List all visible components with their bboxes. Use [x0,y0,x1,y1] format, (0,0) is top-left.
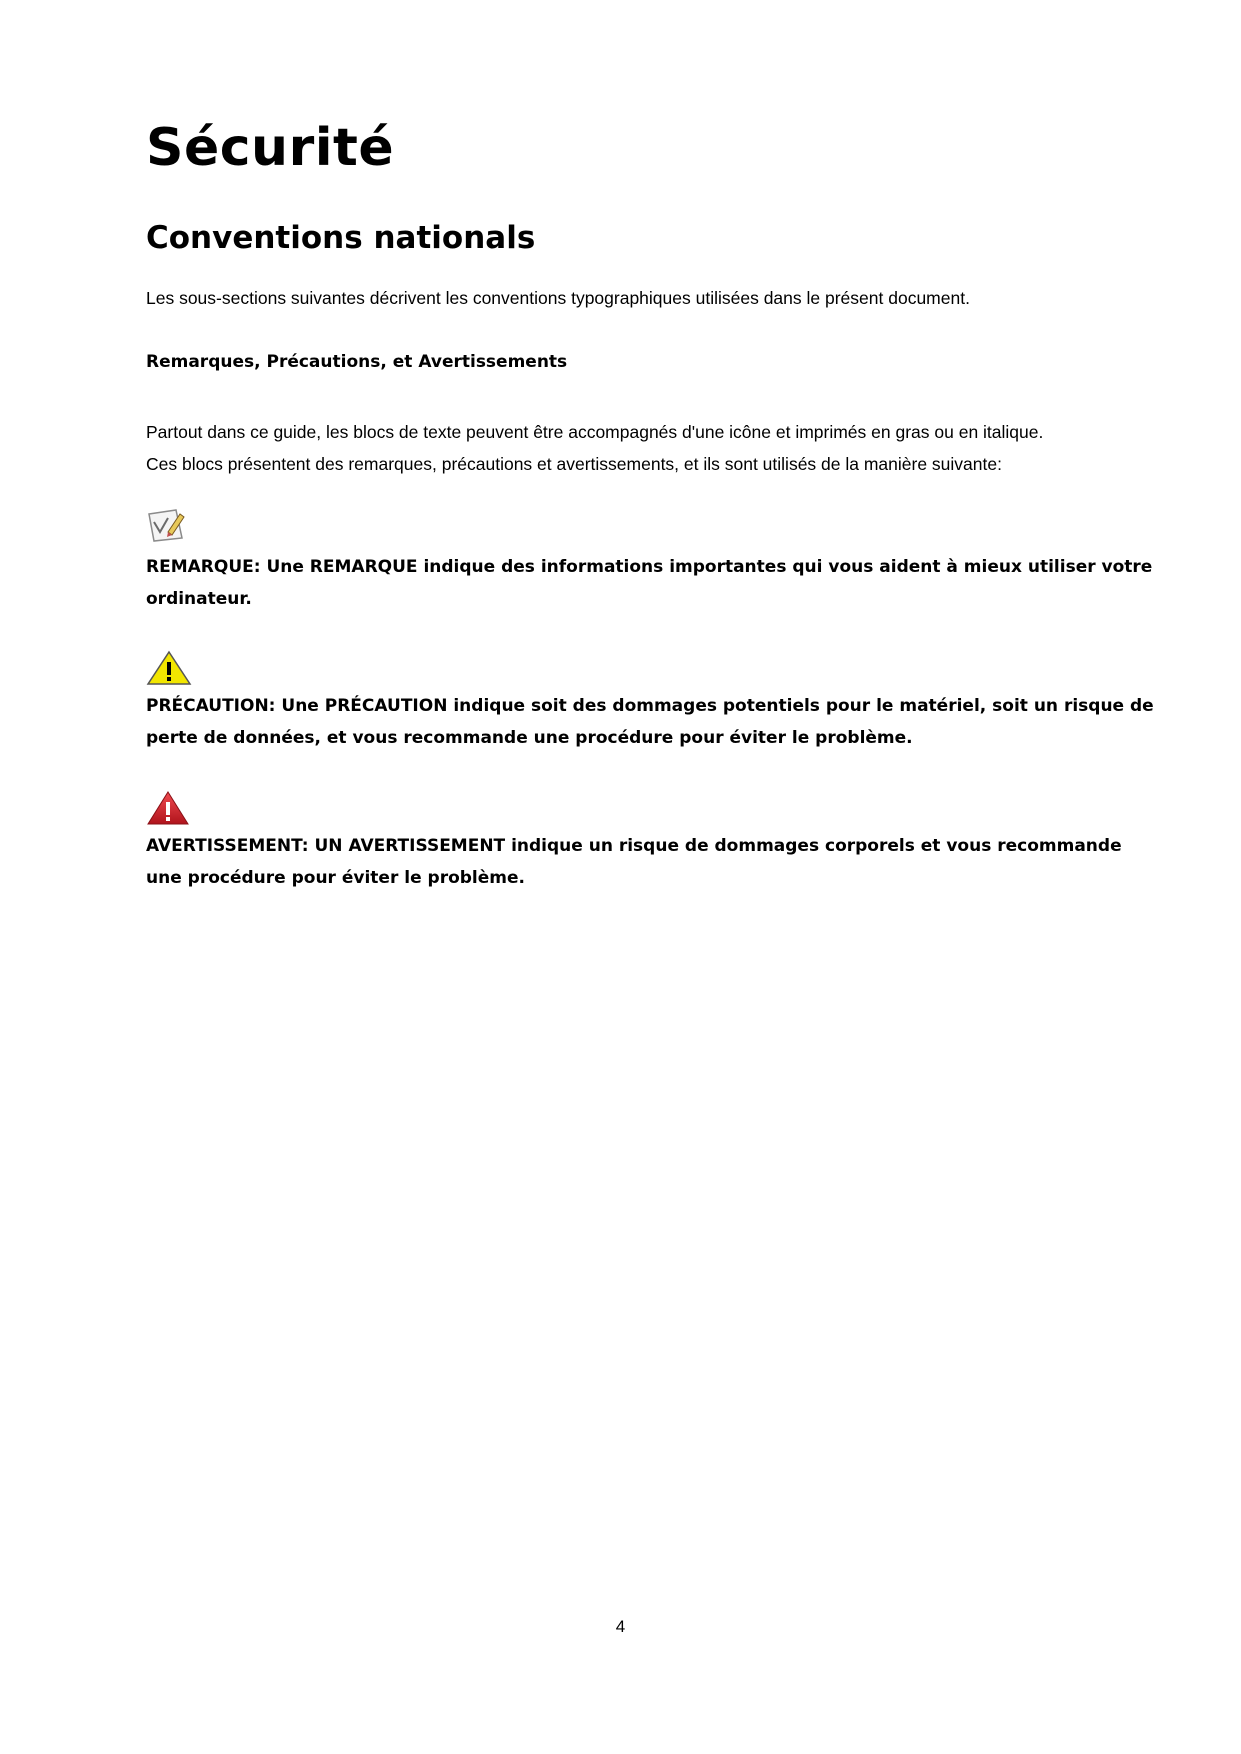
note-block [146,551,1153,615]
body-paragraph [146,416,1106,480]
warning-block [146,830,1122,894]
warning-triangle-icon [146,790,190,830]
page-title: Sécurité [146,118,395,178]
subsection-title: Remarques, Précautions, et Avertissements [146,352,568,372]
caution-line: perte de données, et vous recommande une procédure pour éviter le problème. [146,728,913,748]
caution-block [146,690,1154,754]
warning-line: AVERTISSEMENT: UN AVERTISSEMENT indique un risque de dommages corporels et vous recommande [146,836,1122,856]
note-pencil-icon [146,508,186,548]
caution-triangle-icon [146,650,192,690]
note-line: ordinateur. [146,589,252,609]
warning-line: une procédure pour éviter le problème. [146,868,525,888]
paragraph-line: Ces blocs présentent des remarques, précautions et avertissements, et ils sont utilisés de la manière suivante: [146,454,1002,474]
paragraph-line: Partout dans ce guide, les blocs de texte peuvent être accompagnés d'une icône et imprimés en gras ou en italique. [146,422,1044,442]
section-title: Conventions nationals [146,220,536,256]
intro-text: Les sous-sections suivantes décrivent les conventions typographiques utilisées dans le présent document. [146,288,970,308]
note-line: REMARQUE: Une REMARQUE indique des informations importantes qui vous aident à mieux utiliser votre [146,557,1153,577]
page-number: 4 [615,1617,626,1636]
caution-line: PRÉCAUTION: Une PRÉCAUTION indique soit des dommages potentiels pour le matériel, soit un risque de [146,696,1154,716]
